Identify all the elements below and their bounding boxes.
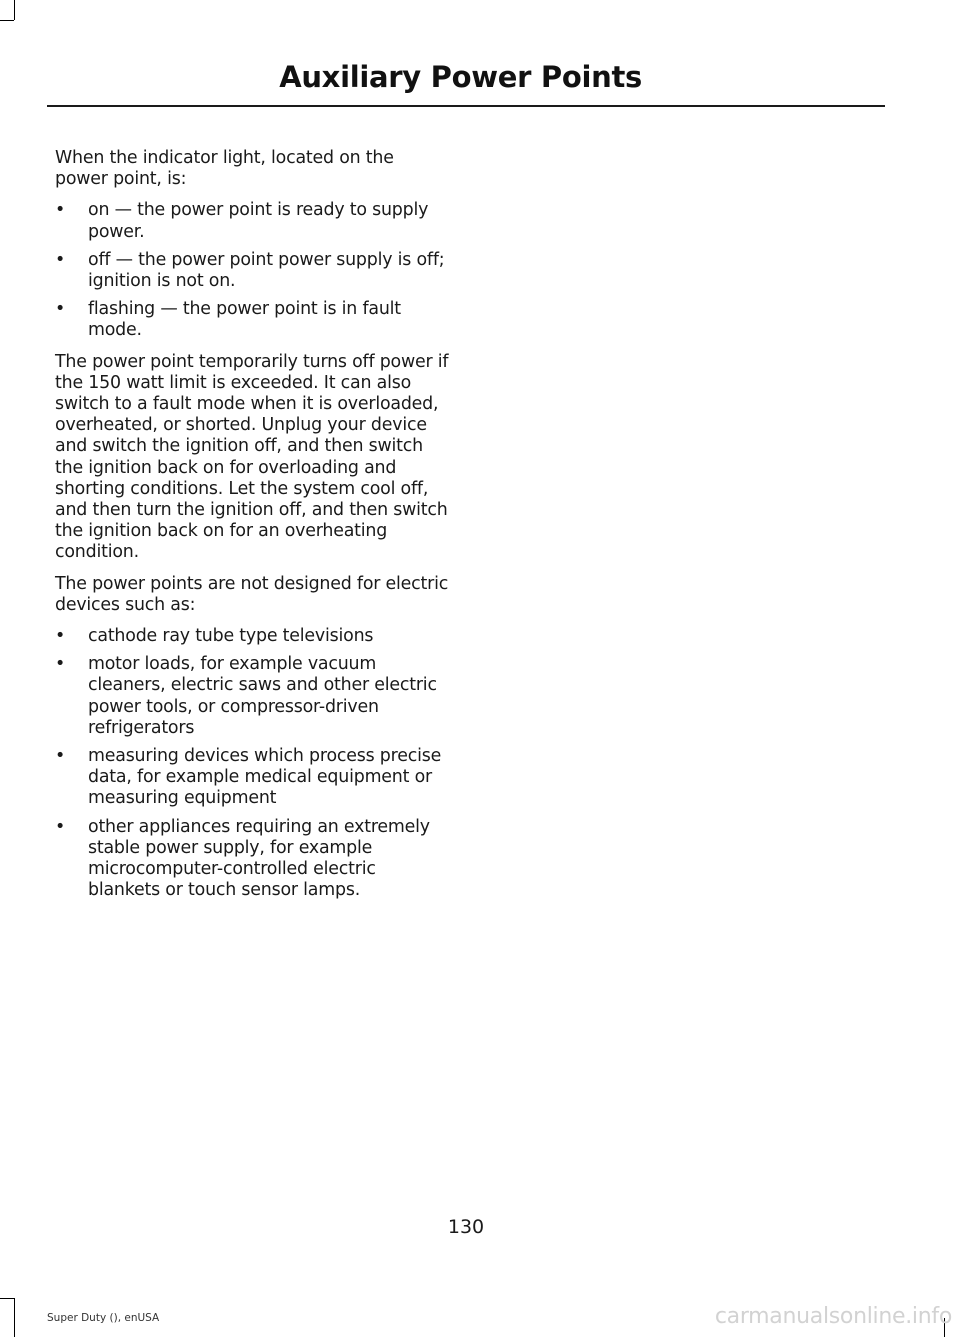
page-title: Auxiliary Power Points <box>279 60 642 94</box>
bullet-icon: • <box>55 746 66 767</box>
crop-mark <box>0 20 14 21</box>
list-item <box>55 200 450 242</box>
list-item-text: motor loads, for example vacuum cleaners, electric saws and other electric power tools, or compressor-driven refrigerators <box>88 654 437 738</box>
indicator-intro: When the indicator light, located on the power point, is: <box>55 148 394 190</box>
list-item <box>55 746 450 810</box>
main-column <box>55 148 450 912</box>
list-item-text: flashing — the power point is in fault mode. <box>88 299 401 341</box>
page-number: 130 <box>447 1216 485 1238</box>
list-item <box>55 299 450 341</box>
list-item-text: other appliances requiring an extremely stable power supply, for example microcomputer-controlled electric blankets or touch sensor lamps. <box>88 816 430 901</box>
crop-mark <box>0 1298 14 1299</box>
watermark: carmanualsonline.info <box>714 1304 952 1329</box>
list-item-text: on — the power point is ready to supply power. <box>88 200 429 242</box>
list-item-text: off — the power point power supply is off; ignition is not on. <box>88 249 445 292</box>
not-designed-intro: The power points are not designed for electric devices such as: <box>55 573 449 615</box>
bullet-icon: • <box>55 200 66 221</box>
list-item <box>55 626 450 647</box>
list-item <box>55 250 450 292</box>
indicator-state-list <box>55 200 450 341</box>
list-item <box>55 654 450 739</box>
list-item <box>55 817 450 902</box>
device-list <box>55 626 450 901</box>
bullet-icon: • <box>55 626 66 647</box>
bullet-icon: • <box>55 654 66 675</box>
list-item-text: cathode ray tube type televisions <box>88 626 374 647</box>
bullet-icon: • <box>55 299 66 320</box>
document-info: Super Duty (), enUSA <box>47 1312 160 1324</box>
crop-mark <box>14 0 15 20</box>
bullet-icon: • <box>55 816 66 837</box>
fault-paragraph: The power point temporarily turns off power if the 150 watt limit is exceeded. It can also switch to a fault mode when it is overloaded, overheated, or shorted. Unplug your device and switch the ignition off, and then switch the ignition back on for overloading and shorting conditions. Let the system cool off, and then turn the ignition off, and then switch the ignition back on for an overheating condition. <box>55 351 449 563</box>
crop-mark <box>14 1298 15 1337</box>
list-item-text: measuring devices which process precise data, for example medical equipment or measuring equipment <box>88 746 442 809</box>
bullet-icon: • <box>55 249 66 270</box>
title-divider <box>47 105 885 107</box>
